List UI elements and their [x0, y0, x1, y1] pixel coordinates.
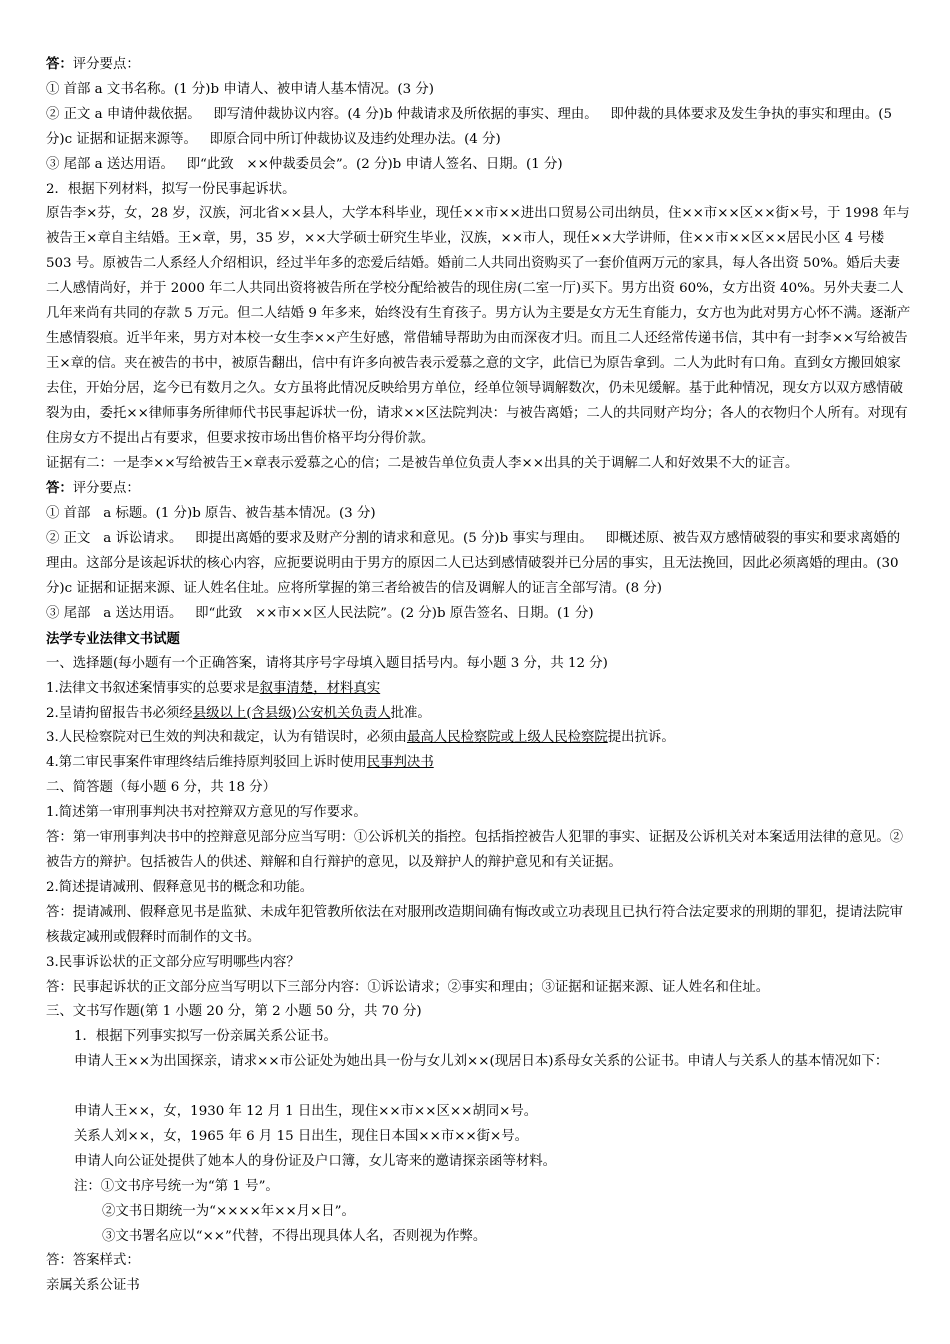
choice-item-3 — [46, 726, 912, 751]
choice-stem: 2.呈请拘留报告书必须经 — [46, 705, 193, 721]
scoring-point-2: ② 正文 a 诉讼请求。 即提出离婚的要求及财产分割的请求和意见。(5 分)b 事实与理由。 即概述原、被告双方感情破裂的事实和要求离婚的理由。这部分是该起诉状的核心内容，应扼要说明由于男方的原因二人已达到感情破裂并已分居的事实，且无法挽回，因此必须离婚的理由。(30 分)c 证据和证据来源、证人姓名住址。应将所掌握的第三者给被告的信及调解人的证言全部写清。(8 分) — [46, 531, 903, 597]
answer-format-label: 答：答案样式： — [46, 1253, 140, 1269]
choice-stem: 3.人民检察院对已生效的判决和裁定，认为有错误时，必须由 — [46, 730, 407, 746]
short-answer-3: 答：民事起诉状的正文部分应当写明以下三部分内容：①诉讼请求；②事实和理由；③证据和证据来源、证人姓名和住址。 — [46, 979, 770, 995]
writing-task-1: 1．根据下列事实拟写一份亲属关系公证书。 — [74, 1029, 337, 1045]
choice-answer: 县级以上(含县级)公安机关负责人 — [192, 705, 391, 721]
scoring-point-3: ③ 尾部 a 送达用语。 即“此致 ××市××区人民法院”。(2 分)b 原告签名、日期。(1 分) — [46, 605, 594, 621]
evidence-paragraph: 证据有二：一是李××写给被告王×章表示爱慕之心的信；二是被告单位负责人李××出具的关于调解二人和好效果不大的证言。 — [46, 455, 799, 471]
scoring-point-1: ① 首部 a 标题。(1 分)b 原告、被告基本情况。(3 分) — [46, 506, 376, 522]
short-answer-1: 答：第一审刑事判决书中的控辩意见部分应当写明：①公诉机关的指控。包括指控被告人犯罪的事实、证据及公诉机关对本案适用法律的意见。②被告方的辩护。包括被告人的供述、辩解和自行辩护的意见，以及辩护人的辩护意见和有关证据。 — [46, 830, 903, 870]
writing-section-heading: 三、文书写作题(第 1 小题 20 分，第 2 小题 50 分，共 70 分) — [46, 1004, 422, 1020]
answer-heading-2 — [46, 476, 912, 502]
choice-section-heading: 一、选择题(每小题有一个正确答案，请将其序号字母填入题目括号内。每小题 3 分，共 12 分) — [46, 655, 608, 671]
answer-subtitle: 评分要点： — [72, 481, 140, 497]
choice-answer: 最高人民检察院或上级人民检察院 — [406, 730, 608, 746]
short-answer-heading: 二、简答题（每小题 6 分，共 18 分） — [46, 780, 277, 796]
choice-answer: 叙事清楚，材料真实 — [259, 680, 381, 696]
document-page — [46, 52, 912, 1299]
section-title: 法学专业法律文书试题 — [46, 630, 180, 647]
answer-label: 答： — [46, 480, 73, 497]
choice-stem: 4.第二审民事案件审理终结后维持原判驳回上诉时使用 — [46, 755, 367, 771]
choice-item-4 — [46, 751, 912, 776]
related-person-info: 关系人刘××，女，1965 年 6 月 15 日出生，现住日本国××市××街×号。 — [74, 1128, 529, 1144]
short-answer-2: 答：提请减刑、假释意见书是监狱、未成年犯管教所依法在对服刑改造期间确有悔改或立功表现且已执行符合法定要求的刑期的罪犯，提请法院审核裁定减刑或假释时而制作的文书。 — [46, 904, 903, 945]
note-2: ②文书日期统一为“××××年××月×日”。 — [102, 1203, 355, 1219]
applicant-info: 申请人王××，女，1930 年 12 月 1 日出生，现住××市××区××胡同×号。 — [74, 1104, 538, 1120]
writing-task-intro: 申请人王××为出国探亲，请求××市公证处为她出具一份与女儿刘××(现居日本)系母女关系的公证书。申请人与关系人的基本情况如下： — [74, 1054, 889, 1070]
short-question-3: 3.民事诉讼状的正文部分应写明哪些内容？ — [46, 954, 300, 970]
short-question-2: 2.简述提请减刑、假释意见书的概念和功能。 — [46, 879, 314, 895]
short-question-1: 1.简述第一审刑事判决书对控辩双方意见的写作要求。 — [46, 805, 367, 821]
answer-heading-1 — [46, 52, 912, 78]
scoring-item-1: ① 首部 a 文书名称。(1 分)b 申请人、被申请人基本情况。(3 分) — [46, 81, 435, 97]
note-1: 注：①文书序号统一为“第 1 号”。 — [74, 1178, 279, 1194]
scoring-item-2: ② 正文 a 申请仲裁依据。 即写清仲裁协议内容。(4 分)b 仲裁请求及所依据的事实、理由。 即仲裁的具体要求及发生争执的事实和理由。(5 分)c 证据和证据来源等。 即原合同中所订仲裁协议及违约处理办法。(4 分) — [46, 106, 897, 147]
answer-label: 答： — [46, 56, 73, 72]
choice-tail: 批准。 — [390, 705, 431, 721]
blank-line — [46, 1075, 912, 1100]
choice-item-1 — [46, 677, 912, 702]
scoring-item-3: ③ 尾部 a 送达用语。 即“此致 ××仲裁委员会”。(2 分)b 申请人签名、日期。(1 分) — [46, 156, 563, 172]
choice-tail: 提出抗诉。 — [607, 730, 675, 746]
materials-info: 申请人向公证处提供了她本人的身份证及户口簿，女儿寄来的邀请探亲函等材料。 — [74, 1153, 557, 1169]
document-title-kinship: 亲属关系公证书 — [46, 1278, 140, 1294]
note-3: ③文书署名应以“××”代替，不得出现具体人名，否则视为作弊。 — [102, 1228, 487, 1244]
choice-item-2 — [46, 702, 912, 727]
case-material: 原告李×芬，女，28 岁，汉族，河北省××县人，大学本科毕业，现任××市××进出口贸易公司出纳员，住××市××区××街×号，于 1998 年与被告王×章自主结婚。王×章，男，35 岁，××大学硕士研究生毕业，汉族，××市人，现任××大学讲师，住××市××区××居民小区 4 号楼 503 号。原被告二人系经人介绍相识，经过半年多的恋爱后结婚。婚前二人共同出资购买了一套价值两万元的家具，每人各出资 50%。婚后夫妻二人感情尚好，并于 2000 年二人共同出资将被告所在学校分配给被告的现住房(二室一厅)买下。男方出资 60%，女方出资 40%。另外夫妻二人几年来尚有共同的存款 5 万元。但二人结婚 9 年多来，始终没有生育孩子。男方认为主要是女方无生育能力，女方也为此对男方心怀不满。逐渐产生感情裂痕。近半年来，男方对本校一女生李××产生好感，常借辅导帮助为由而深夜才归。而且二人还经常传递书信，其中有一封李××写给被告王×章的信。夹在被告的书中，被原告翻出，信中有许多向被告表示爱慕之意的文字，此信已为原告拿到。二人为此时有口角。直到女方搬回娘家去住，开始分居，迄今已有数月之久。女方虽将此情况反映给男方单位，经单位领导调解数次，仍未见缓解。基于此种情况，现女方以双方感情破裂为由，委托××律师事务所律师代书民事起诉状一份，请求××区法院判决：与被告离婚；二人的共同财产均分；各人的衣物归个人所有。对现有住房女方不提出占有要求，但要求按市场出售价格平均分得价款。 — [46, 206, 911, 446]
choice-stem: 1.法律文书叙述案情事实的总要求是 — [46, 680, 260, 696]
choice-answer: 民事判决书 — [366, 755, 434, 771]
question-2: 2．根据下列材料，拟写一份民事起诉状。 — [46, 181, 296, 197]
answer-subtitle: 评分要点： — [72, 57, 140, 72]
